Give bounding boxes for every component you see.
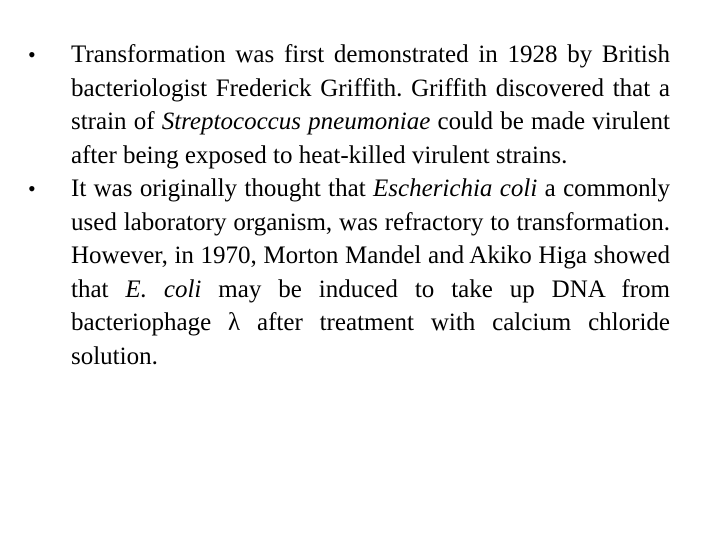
- species-name: Streptococcus pneumoniae: [161, 108, 431, 135]
- bullet-icon: •: [28, 42, 36, 67]
- text-segment: may be induced to take up DNA from bacteriophage λ after treatment with calcium chloride solution.: [71, 275, 670, 370]
- bullet-text: [71, 41, 670, 169]
- bullet-text: [71, 175, 670, 370]
- bullet-item-griffith: [28, 38, 670, 172]
- bullet-icon: •: [28, 176, 36, 201]
- bullet-list: [28, 38, 670, 373]
- text-segment: a commonly used laboratory organism, was refractory to transformation. However, in 1970, Morton Mandel and Akiko Higa showed that: [71, 175, 671, 303]
- bullet-item-ecoli: [28, 172, 670, 373]
- text-segment: could be made virulent after being exposed to heat-killed virulent strains.: [71, 108, 670, 169]
- species-name: E. coli: [125, 275, 202, 303]
- text-segment: It was originally thought that: [71, 175, 374, 202]
- text-segment: Transformation was first demonstrated in 1928 by British bacteriologist Frederick Griffith. Griffith discovered that a strain of: [71, 41, 670, 135]
- species-name: Escherichia coli: [373, 175, 538, 202]
